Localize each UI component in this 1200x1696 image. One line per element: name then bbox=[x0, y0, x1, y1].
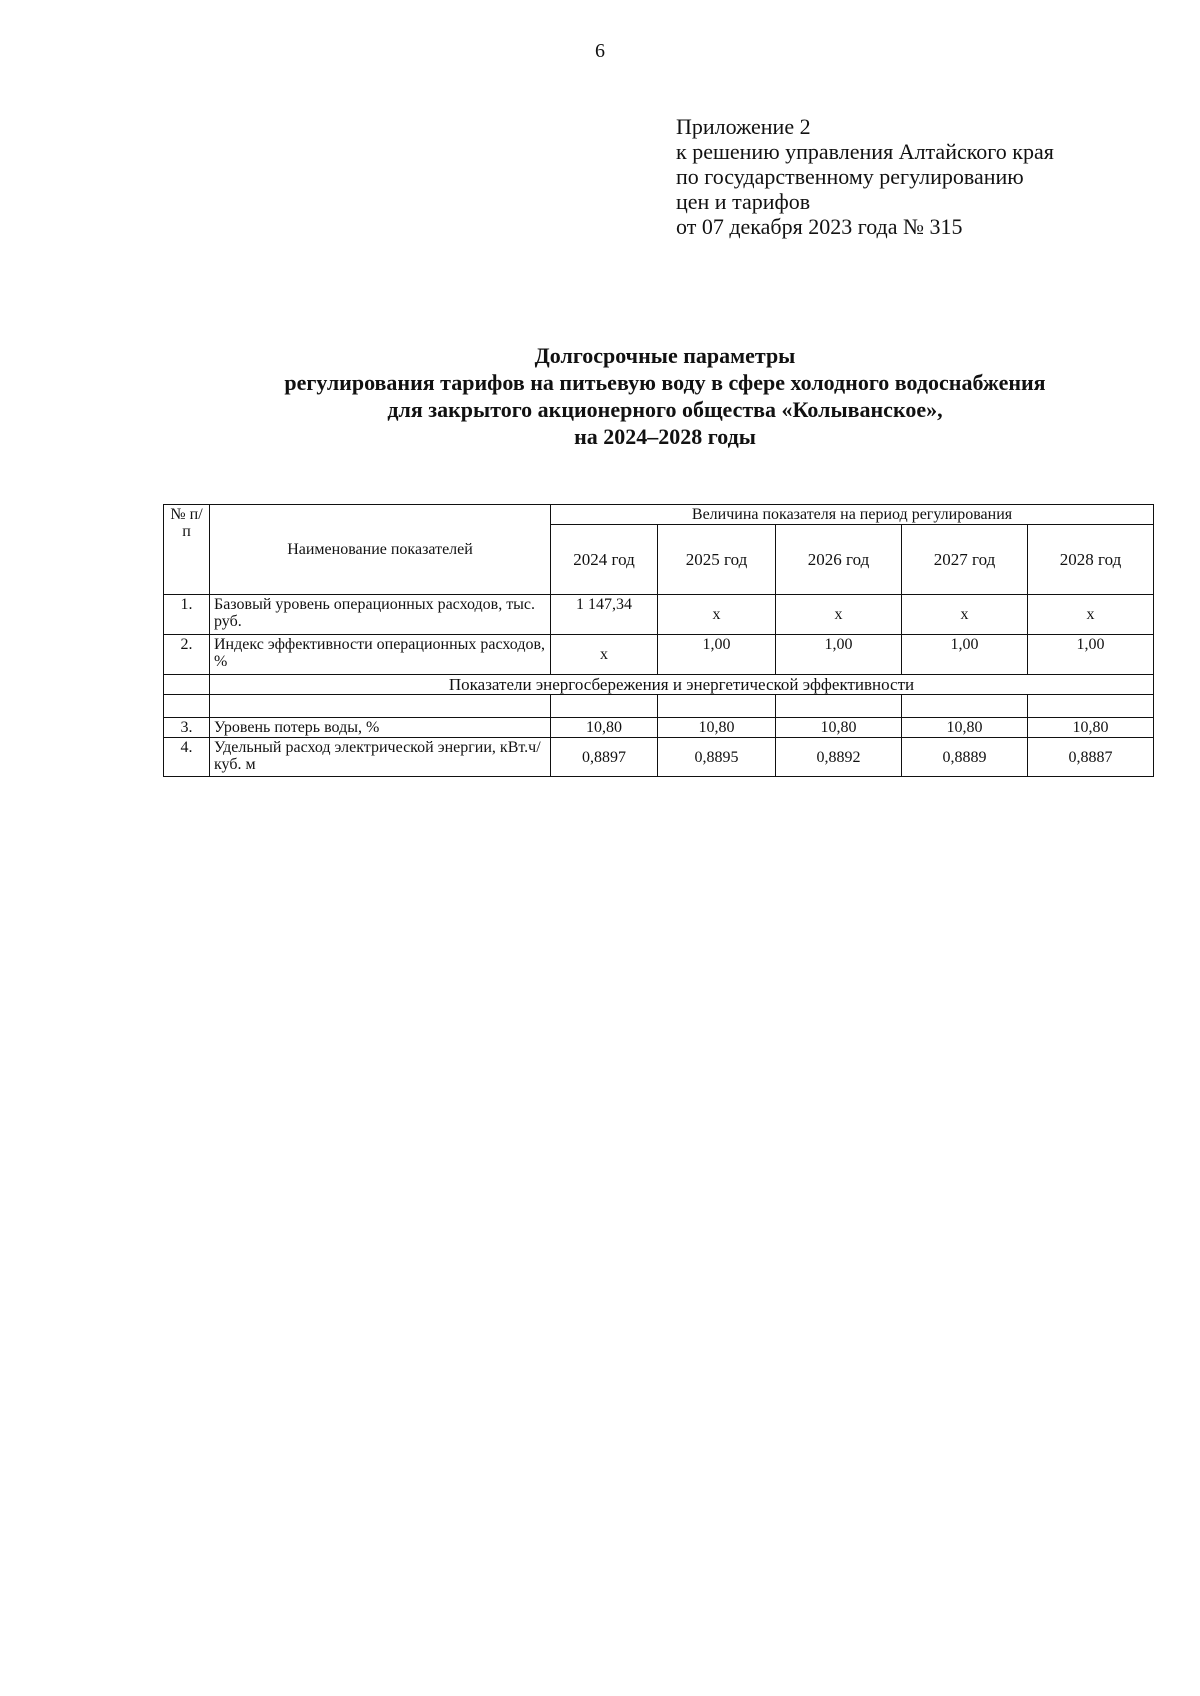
row-value: 1,00 bbox=[1028, 635, 1154, 675]
section-num-cell bbox=[164, 675, 210, 695]
header-year: 2028 год bbox=[1028, 525, 1154, 595]
header-name: Наименование показателей bbox=[210, 505, 551, 595]
title-line: для закрытого акционерного общества «Колыванское», bbox=[387, 397, 943, 422]
appendix-line: к решению управления Алтайского края bbox=[676, 139, 1054, 164]
row-value: 10,80 bbox=[902, 718, 1028, 738]
document-title bbox=[220, 342, 1110, 450]
appendix-block bbox=[676, 114, 1116, 239]
appendix-line: по государственному регулированию bbox=[676, 164, 1024, 189]
appendix-line: Приложение 2 bbox=[676, 114, 811, 139]
row-name: Базовый уровень операционных расходов, тыс. руб. bbox=[210, 595, 551, 635]
title-line: Долгосрочные параметры bbox=[534, 343, 796, 368]
section-label: Показатели энергосбережения и энергетической эффективности bbox=[210, 675, 1154, 695]
page-number: 6 bbox=[595, 40, 605, 62]
empty-cell bbox=[164, 695, 210, 718]
row-value: 1,00 bbox=[902, 635, 1028, 675]
appendix-line: от 07 декабря 2023 года № 315 bbox=[676, 214, 963, 239]
row-num: 1. bbox=[164, 595, 210, 635]
row-value: 0,8887 bbox=[1028, 738, 1154, 777]
empty-cell bbox=[210, 695, 551, 718]
row-value: х bbox=[1028, 595, 1154, 635]
row-num: 3. bbox=[164, 718, 210, 738]
table-row bbox=[164, 738, 1154, 777]
empty-cell bbox=[658, 695, 776, 718]
table-empty-row bbox=[164, 695, 1154, 718]
row-name: Удельный расход электрической энергии, кВт.ч/куб. м bbox=[210, 738, 551, 777]
empty-cell bbox=[902, 695, 1028, 718]
row-value: 0,8892 bbox=[776, 738, 902, 777]
row-value: х bbox=[658, 595, 776, 635]
row-value: 1 147,34 bbox=[551, 595, 658, 635]
header-year: 2025 год bbox=[658, 525, 776, 595]
table-row bbox=[164, 635, 1154, 675]
row-value: 10,80 bbox=[1028, 718, 1154, 738]
table-row bbox=[164, 595, 1154, 635]
header-year: 2027 год bbox=[902, 525, 1028, 595]
row-value: 1,00 bbox=[776, 635, 902, 675]
empty-cell bbox=[776, 695, 902, 718]
row-value: 0,8889 bbox=[902, 738, 1028, 777]
row-value: 1,00 bbox=[658, 635, 776, 675]
header-year: 2026 год bbox=[776, 525, 902, 595]
row-name: Уровень потерь воды, % bbox=[210, 718, 551, 738]
row-value: 0,8895 bbox=[658, 738, 776, 777]
empty-cell bbox=[551, 695, 658, 718]
row-num: 4. bbox=[164, 738, 210, 777]
header-num: № п/п bbox=[164, 505, 210, 595]
appendix-line: цен и тарифов bbox=[676, 189, 811, 214]
row-name: Индекс эффективности операционных расходов, % bbox=[210, 635, 551, 675]
parameters-table bbox=[163, 504, 1154, 777]
table-section-row bbox=[164, 675, 1154, 695]
empty-cell bbox=[1028, 695, 1154, 718]
row-value: 10,80 bbox=[551, 718, 658, 738]
title-line: на 2024–2028 годы bbox=[574, 424, 756, 449]
row-value: 0,8897 bbox=[551, 738, 658, 777]
row-num: 2. bbox=[164, 635, 210, 675]
row-value: 10,80 bbox=[776, 718, 902, 738]
title-line: регулирования тарифов на питьевую воду в сфере холодного водоснабжения bbox=[284, 370, 1046, 395]
row-value: 10,80 bbox=[658, 718, 776, 738]
row-value: х bbox=[551, 635, 658, 675]
row-value: х bbox=[902, 595, 1028, 635]
header-year: 2024 год bbox=[551, 525, 658, 595]
header-period: Величина показателя на период регулирования bbox=[551, 505, 1154, 525]
table-header-row bbox=[164, 505, 1154, 525]
row-value: х bbox=[776, 595, 902, 635]
table-row bbox=[164, 718, 1154, 738]
